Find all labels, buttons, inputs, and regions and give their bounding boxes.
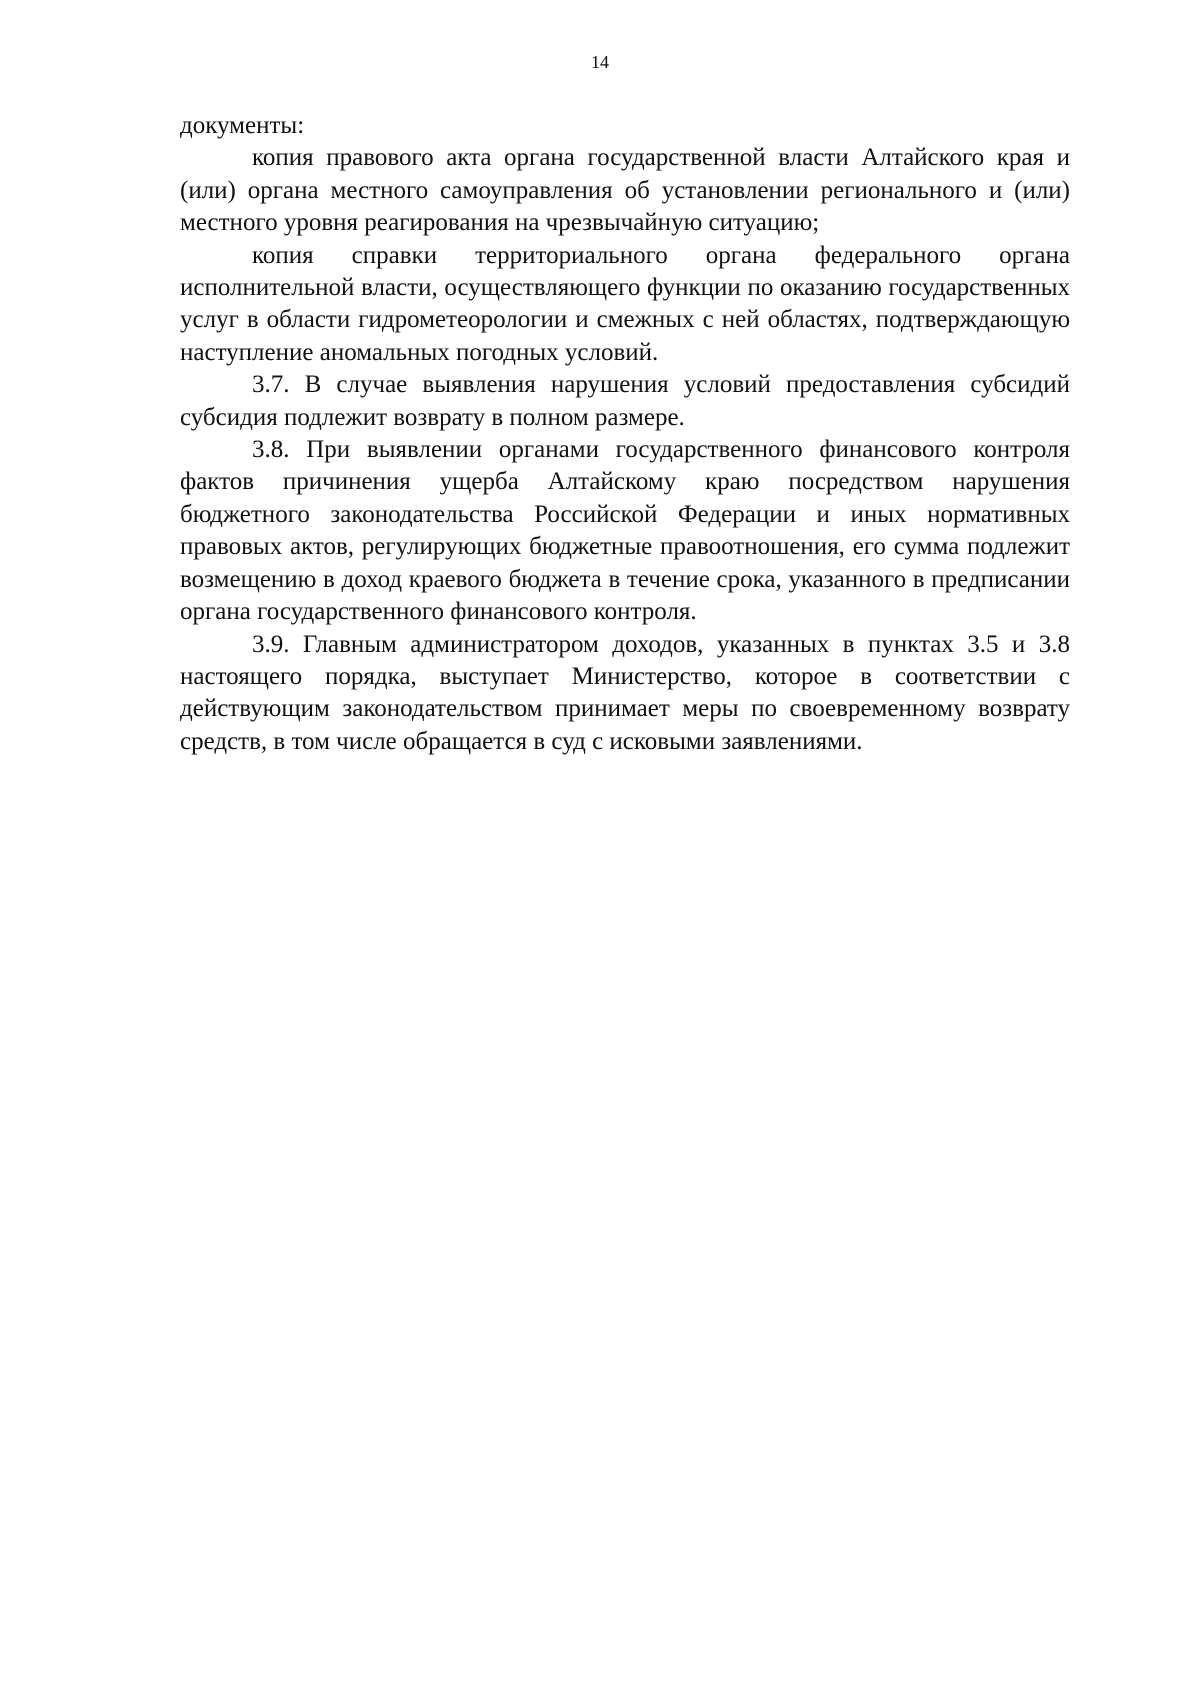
paragraph-documents-heading: документы: (180, 112, 305, 139)
paragraph-legal-act-copy: копия правового акта органа государственной власти Алтайского края и (или) органа местного самоуправления об установлении регионального и (или) местного уровня реагирования на чрезвычайную ситуацию; (180, 144, 1070, 237)
paragraph-certificate-copy: копия справки территориального органа федерального органа исполнительной власти, осуществляющего функции по оказанию государственных услуг в области гидрометеорологии и смежных с ней областях, подтверждающую наступление аномальных погодных условий. (180, 241, 1070, 366)
page-number: 14 (591, 52, 609, 72)
document-body (180, 110, 1070, 758)
paragraph-3-7: 3.7. В случае выявления нарушения условий предоставления субсидий субсидия подлежит возврату в полном размере. (180, 371, 1070, 431)
paragraph-3-8: 3.8. При выявлении органами государственного финансового контроля фактов причинения ущерба Алтайскому краю посредством нарушения бюджетного законодательства Российской Федерации и иных нормативных правовых актов, регулирующих бюджетные правоотношения, его сумма подлежит возмещению в доход краевого бюджета в течение срока, указанного в предписании органа государственного финансового контроля. (180, 436, 1070, 626)
paragraph-3-9: 3.9. Главным администратором доходов, указанных в пунктах 3.5 и 3.8 настоящего порядка, выступает Министерство, которое в соответствии с действующим законодательством принимает меры по своевременному возврату средств, в том числе обращается в суд с исковыми заявлениями. (180, 630, 1070, 755)
